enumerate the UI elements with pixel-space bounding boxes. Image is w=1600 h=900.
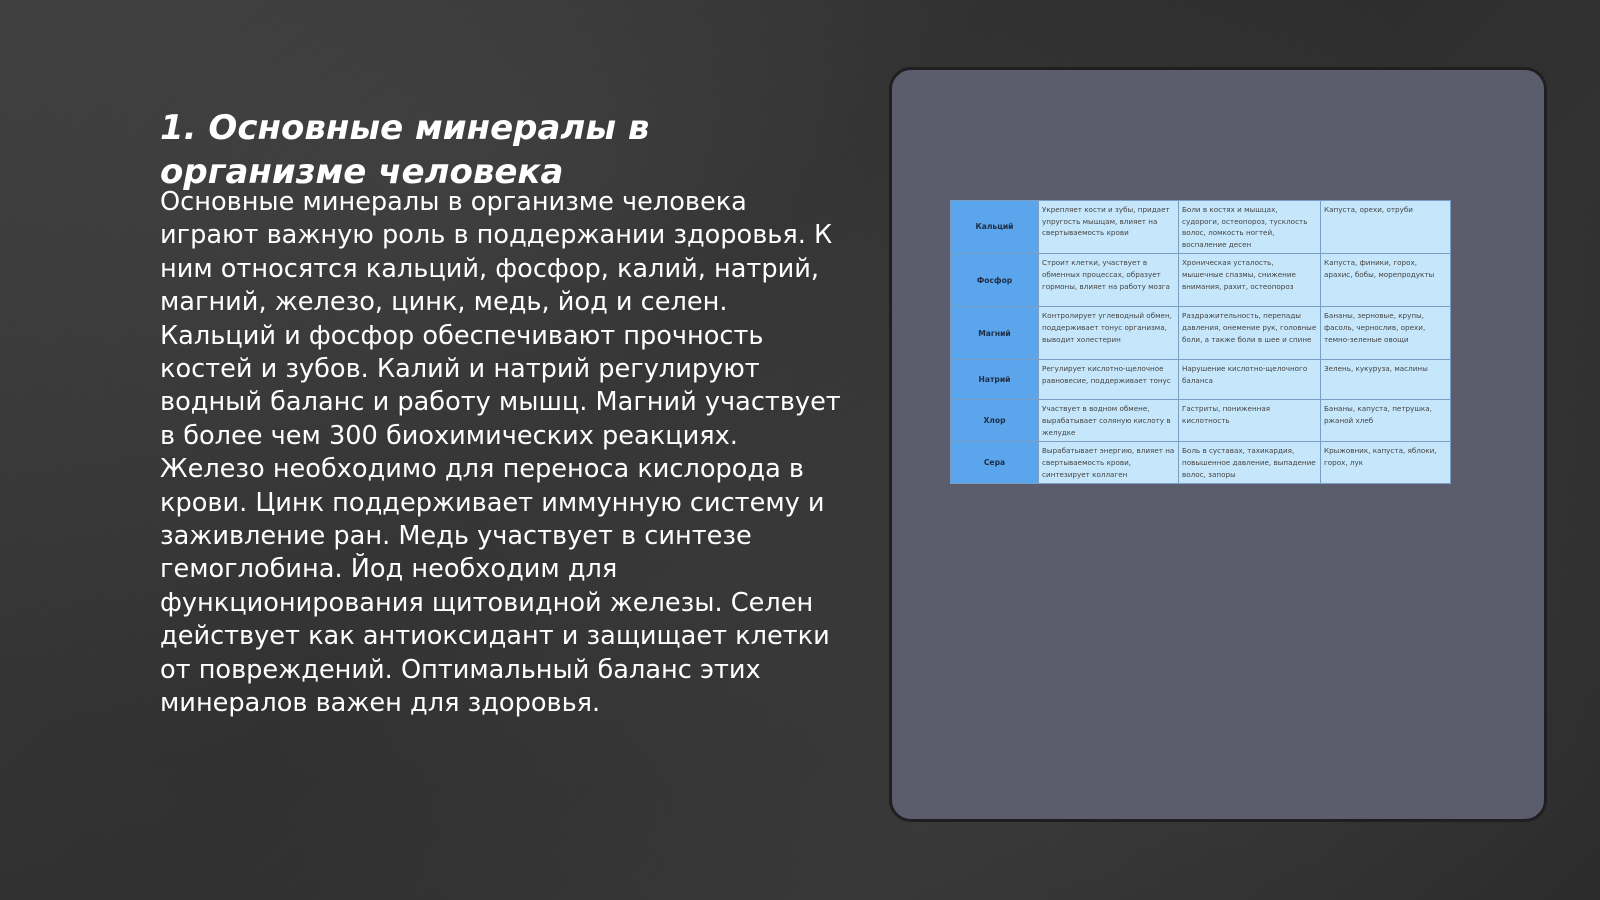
deficiency-cell: Раздражительность, перепады давления, онемение рук, головные боли, а также боли в шее и спине [1179, 307, 1321, 360]
table-row [951, 254, 1451, 307]
function-cell: Укрепляет кости и зубы, придает упругость мышцам, влияет на свертываемость крови [1039, 201, 1179, 254]
sources-cell: Крыжовник, капуста, яблоки, горох, лук [1321, 442, 1451, 484]
function-cell: Вырабатывает энергию, влияет на свертываемость крови, синтезирует коллаген [1039, 442, 1179, 484]
mineral-cell: Хлор [951, 400, 1039, 442]
minerals-table [950, 200, 1451, 484]
slide-body-text: Основные минералы в организме человека играют важную роль в поддержании здоровья. К ним относятся кальций, фосфор, калий, натрий, магний, железо, цинк, медь, йод и селен. Кальций и фосфор обеспечивают прочность костей и зубов. Калий и натрий регулируют водный баланс и работу мышц. Магний участвует в более чем 300 биохимических реакциях. Железо необходимо для переноса кислорода в крови. Цинк поддерживает иммунную систему и заживление ран. Медь участвует в синтезе гемоглобина. Йод необходим для функционирования щитовидной железы. Селен действует как антиоксидант и защищает клетки от повреждений. Оптимальный баланс этих минералов важен для здоровья. [160, 187, 841, 719]
deficiency-cell: Нарушение кислотно-щелочного баланса [1179, 360, 1321, 400]
function-cell: Участвует в водном обмене, вырабатывает соляную кислоту в желудке [1039, 400, 1179, 442]
function-cell: Регулирует кислотно-щелочное равновесие, поддерживает тонус [1039, 360, 1179, 400]
table-row [951, 307, 1451, 360]
table-row [951, 360, 1451, 400]
sources-cell: Бананы, капуста, петрушка, ржаной хлеб [1321, 400, 1451, 442]
function-cell: Контролирует углеводный обмен, поддерживает тонус организма, выводит холестерин [1039, 307, 1179, 360]
mineral-cell: Кальций [951, 201, 1039, 254]
slide-title: 1. Основные минералы в организме человека [160, 108, 650, 192]
table-row [951, 201, 1451, 254]
mineral-cell: Магний [951, 307, 1039, 360]
sources-cell: Капуста, орехи, отруби [1321, 201, 1451, 254]
deficiency-cell: Боли в костях и мышцах, судороги, остеопороз, тусклость волос, ломкость ногтей, воспаление десен [1179, 201, 1321, 254]
mineral-cell: Фосфор [951, 254, 1039, 307]
sources-cell: Капуста, финики, горох, арахис, бобы, морепродукты [1321, 254, 1451, 307]
table-row [951, 400, 1451, 442]
deficiency-cell: Хроническая усталость, мышечные спазмы, снижение внимания, рахит, остеопороз [1179, 254, 1321, 307]
table-row [951, 442, 1451, 484]
function-cell: Строит клетки, участвует в обменных процессах, образует гормоны, влияет на работу мозга [1039, 254, 1179, 307]
sources-cell: Зелень, кукуруза, маслины [1321, 360, 1451, 400]
sources-cell: Бананы, зерновые, крупы, фасоль, чернослив, орехи, темно-зеленые овощи [1321, 307, 1451, 360]
deficiency-cell: Гастриты, пониженная кислотность [1179, 400, 1321, 442]
mineral-cell: Натрий [951, 360, 1039, 400]
mineral-cell: Сера [951, 442, 1039, 484]
deficiency-cell: Боль в суставах, тахикардия, повышенное давление, выпадение волос, запоры [1179, 442, 1321, 484]
